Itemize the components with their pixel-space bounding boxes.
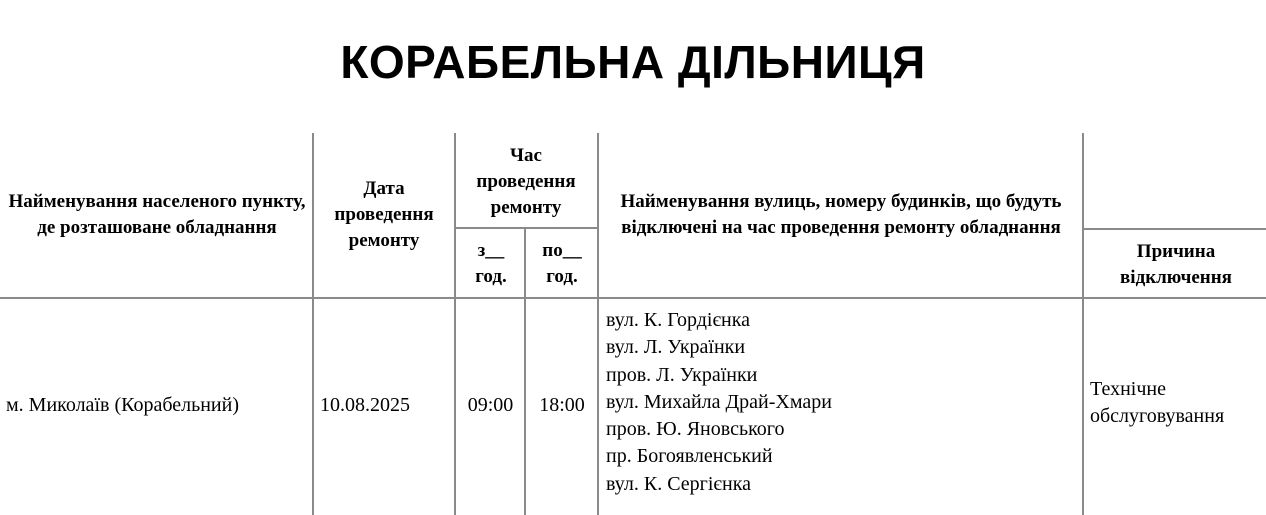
header-time-group: Час проведення ремонту (476, 145, 576, 218)
cell-streets (606, 307, 1076, 498)
table-divider (454, 133, 456, 515)
header-settlement: Найменування населеного пункту, де розташоване обладнання (8, 191, 306, 238)
header-date: Дата проведення ремонту (334, 178, 434, 251)
header-time-from: з__ год. (475, 240, 507, 287)
cell-reason: Технічне обслуговування (1090, 378, 1225, 427)
cell-date: 10.08.2025 (320, 393, 410, 416)
table-divider (312, 133, 314, 515)
header-time-to: по__ год. (542, 240, 582, 287)
street-item: вул. Л. Українки (606, 336, 746, 359)
table-divider (524, 228, 526, 515)
cell-time-to: 18:00 (539, 393, 585, 416)
cell-time-from: 09:00 (467, 393, 514, 416)
table-divider (1082, 228, 1266, 230)
street-item: пр. Богоявленський (606, 445, 773, 468)
cell-settlement: м. Миколаїв (Корабельний) (6, 393, 239, 416)
street-item: вул. К. Сергієнка (606, 472, 751, 495)
street-item: вул. Михайла Драй-Хмари (606, 390, 832, 413)
street-item: пров. Ю. Яновського (606, 418, 785, 441)
street-item: вул. К. Гордієнка (606, 309, 751, 331)
street-item: пров. Л. Українки (606, 363, 758, 386)
table-divider (0, 297, 1266, 299)
table-divider (454, 227, 599, 229)
table-divider (1082, 133, 1084, 515)
header-reason: Причина відключення (1120, 241, 1232, 288)
page-title: КОРАБЕЛЬНА ДІЛЬНИЦЯ (340, 36, 926, 88)
header-streets: Найменування вулиць, номеру будинків, що будуть відключені на час проведення ремонту обладнання (620, 191, 1062, 238)
table-divider (597, 133, 599, 515)
